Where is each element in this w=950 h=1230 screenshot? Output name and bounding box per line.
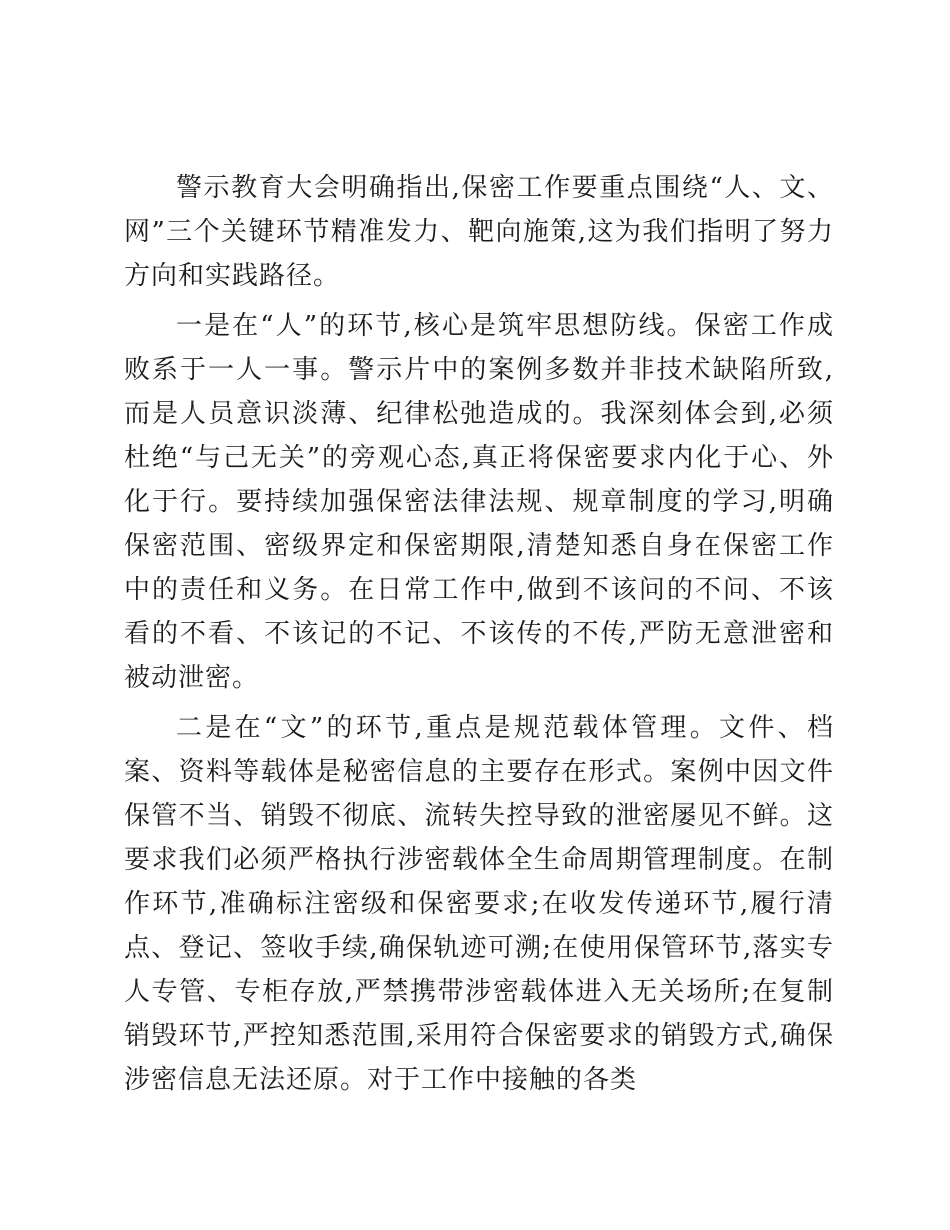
paragraph-documents: 二是在“文”的环节,重点是规范载体管理。文件、档案、资料等载体是秘密信息的主要存在形式。案例中因文件保管不当、销毁不彻底、流转失控导致的泄密屡见不鲜。这要求我们必须严格执行涉密载体全生命周期管理制度。在制作环节,准确标注密级和保密要求;在收发传递环节,履行清点、登记、签收手续,确保轨迹可溯;在使用保管环节,落实专人专管、专柜存放,严禁携带涉密载体进入无关场所;在复制销毁环节,严控知悉范围,采用符合保密要求的销毁方式,确保涉密信息无法还原。对于工作中接触的各类: [124, 713, 834, 1095]
paragraph-intro: 警示教育大会明确指出,保密工作要重点围绕“人、文、网”三个关键环节精准发力、靶向施策,这为我们指明了努力方向和实践路径。: [124, 173, 834, 291]
paragraph-people: 一是在“人”的环节,核心是筑牢思想防线。保密工作成败系于一人一事。警示片中的案例多数并非技术缺陷所致,而是人员意识淡薄、纪律松弛造成的。我深刻体会到,必须杜绝“与己无关”的旁观心态,真正将保密要求内化于心、外化于行。要持续加强保密法律法规、规章制度的学习,明确保密范围、密级界定和保密期限,清楚知悉自身在保密工作中的责任和义务。在日常工作中,做到不该问的不问、不该看的不看、不该记的不记、不该传的不传,严防无意泄密和被动泄密。: [124, 311, 834, 693]
body-text: [124, 166, 834, 1108]
